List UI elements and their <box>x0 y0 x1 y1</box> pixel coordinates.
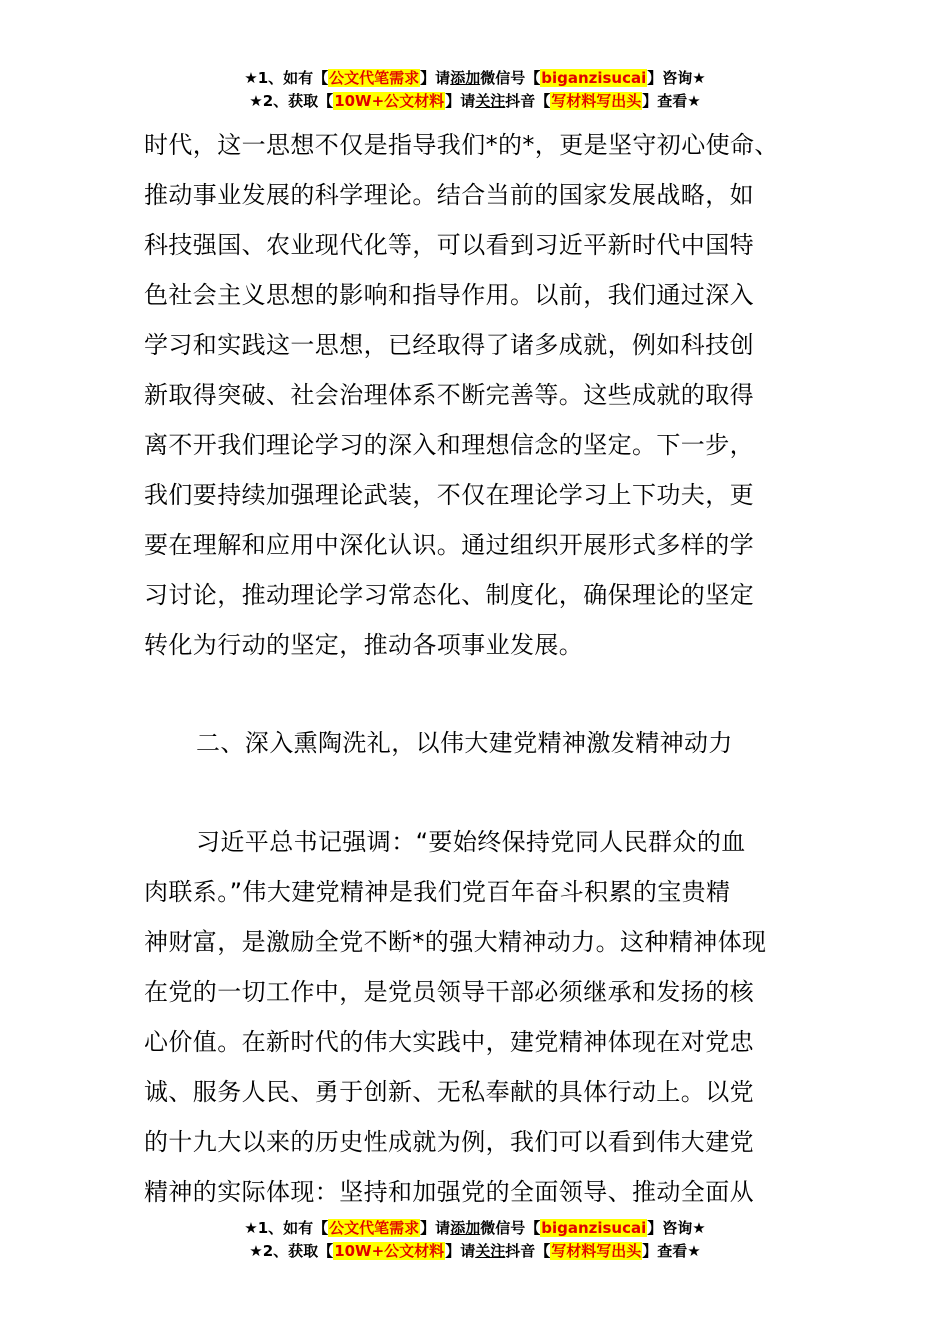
text-line: 心价值。在新时代的伟大实践中，建党精神体现在对党忠 <box>144 1028 754 1056</box>
paragraph-1 <box>144 120 809 670</box>
text-line: 学习和实践这一思想，已经取得了诸多成就，例如科技创 <box>144 331 754 359</box>
text-line: 精神的实际体现：坚持和加强党的全面领导、推动全面从 <box>144 1178 754 1206</box>
banner-text: 抖音【 <box>505 92 551 110</box>
text-line: 转化为行动的坚定，推动各项事业发展。 <box>144 631 584 659</box>
banner-text: 】咨询★ <box>647 1219 706 1237</box>
text-line: 推动事业发展的科学理论。结合当前的国家发展战略，如 <box>144 181 754 209</box>
text-line: 习讨论，推动理论学习常态化、制度化，确保理论的坚定 <box>144 581 754 609</box>
banner-text: 】咨询★ <box>647 69 706 87</box>
footer-banner <box>0 1217 950 1263</box>
section-heading: 二、深入熏陶洗礼，以伟大建党精神激发精神动力 <box>196 729 733 757</box>
highlight-wechat-id: biganzisucai <box>541 69 647 87</box>
banner-text: 抖音【 <box>505 1242 551 1260</box>
text-line: 神财富，是激励全党不断*的强大精神动力。这种精神体现 <box>144 928 767 956</box>
underlined-text: 添加 <box>450 69 481 87</box>
highlight-douyin-id: 写材料写出头 <box>551 92 642 110</box>
banner-text: ★2、获取【 <box>249 1242 334 1260</box>
banner-text: 】查看★ <box>642 92 701 110</box>
paragraph-2 <box>144 817 809 1217</box>
highlight-wechat-id: biganzisucai <box>541 1219 647 1237</box>
banner-text: 】查看★ <box>642 1242 701 1260</box>
text-line: 肉联系。”伟大建党精神是我们党百年奋斗积累的宝贵精 <box>144 878 731 906</box>
text-line: 新取得突破、社会治理体系不断完善等。这些成就的取得 <box>144 381 754 409</box>
text-line: 的十九大以来的历史性成就为例，我们可以看到伟大建党 <box>144 1128 754 1156</box>
text-line: 离不开我们理论学习的深入和理想信念的坚定。下一步， <box>144 431 754 459</box>
banner-text: 】请 <box>445 92 476 110</box>
banner-line-1 <box>0 1217 950 1240</box>
banner-text: ★2、获取【 <box>249 92 334 110</box>
banner-text: ★1、如有【 <box>244 1219 329 1237</box>
header-banner <box>0 67 950 113</box>
text-line: 在党的一切工作中，是党员领导干部必须继承和发扬的核 <box>144 978 754 1006</box>
banner-text: 】请 <box>445 1242 476 1260</box>
banner-line-2 <box>0 90 950 113</box>
highlight-service: 公文代笔需求 <box>329 1219 420 1237</box>
banner-text: ★1、如有【 <box>244 69 329 87</box>
banner-line-1 <box>0 67 950 90</box>
highlight-materials: 10W+公文材料 <box>334 1242 445 1260</box>
banner-text: 微信号【 <box>480 69 541 87</box>
text-line: 时代，这一思想不仅是指导我们*的*，更是坚守初心使命、 <box>144 131 779 159</box>
underlined-text: 添加 <box>450 1219 481 1237</box>
banner-text: 】请 <box>420 1219 451 1237</box>
text-line: 习近平总书记强调：“要始终保持党同人民群众的血 <box>196 828 746 856</box>
highlight-douyin-id: 写材料写出头 <box>551 1242 642 1260</box>
text-line: 我们要持续加强理论武装，不仅在理论学习上下功夫，更 <box>144 481 754 509</box>
text-line: 要在理解和应用中深化认识。通过组织开展形式多样的学 <box>144 531 754 559</box>
underlined-text: 关注 <box>475 92 506 110</box>
banner-line-2 <box>0 1240 950 1263</box>
banner-text: 微信号【 <box>480 1219 541 1237</box>
highlight-materials: 10W+公文材料 <box>334 92 445 110</box>
underlined-text: 关注 <box>475 1242 506 1260</box>
text-line: 诚、服务人民、勇于创新、无私奉献的具体行动上。以党 <box>144 1078 754 1106</box>
text-line: 色社会主义思想的影响和指导作用。以前，我们通过深入 <box>144 281 754 309</box>
banner-text: 】请 <box>420 69 451 87</box>
text-line: 科技强国、农业现代化等，可以看到习近平新时代中国特 <box>144 231 754 259</box>
highlight-service: 公文代笔需求 <box>329 69 420 87</box>
